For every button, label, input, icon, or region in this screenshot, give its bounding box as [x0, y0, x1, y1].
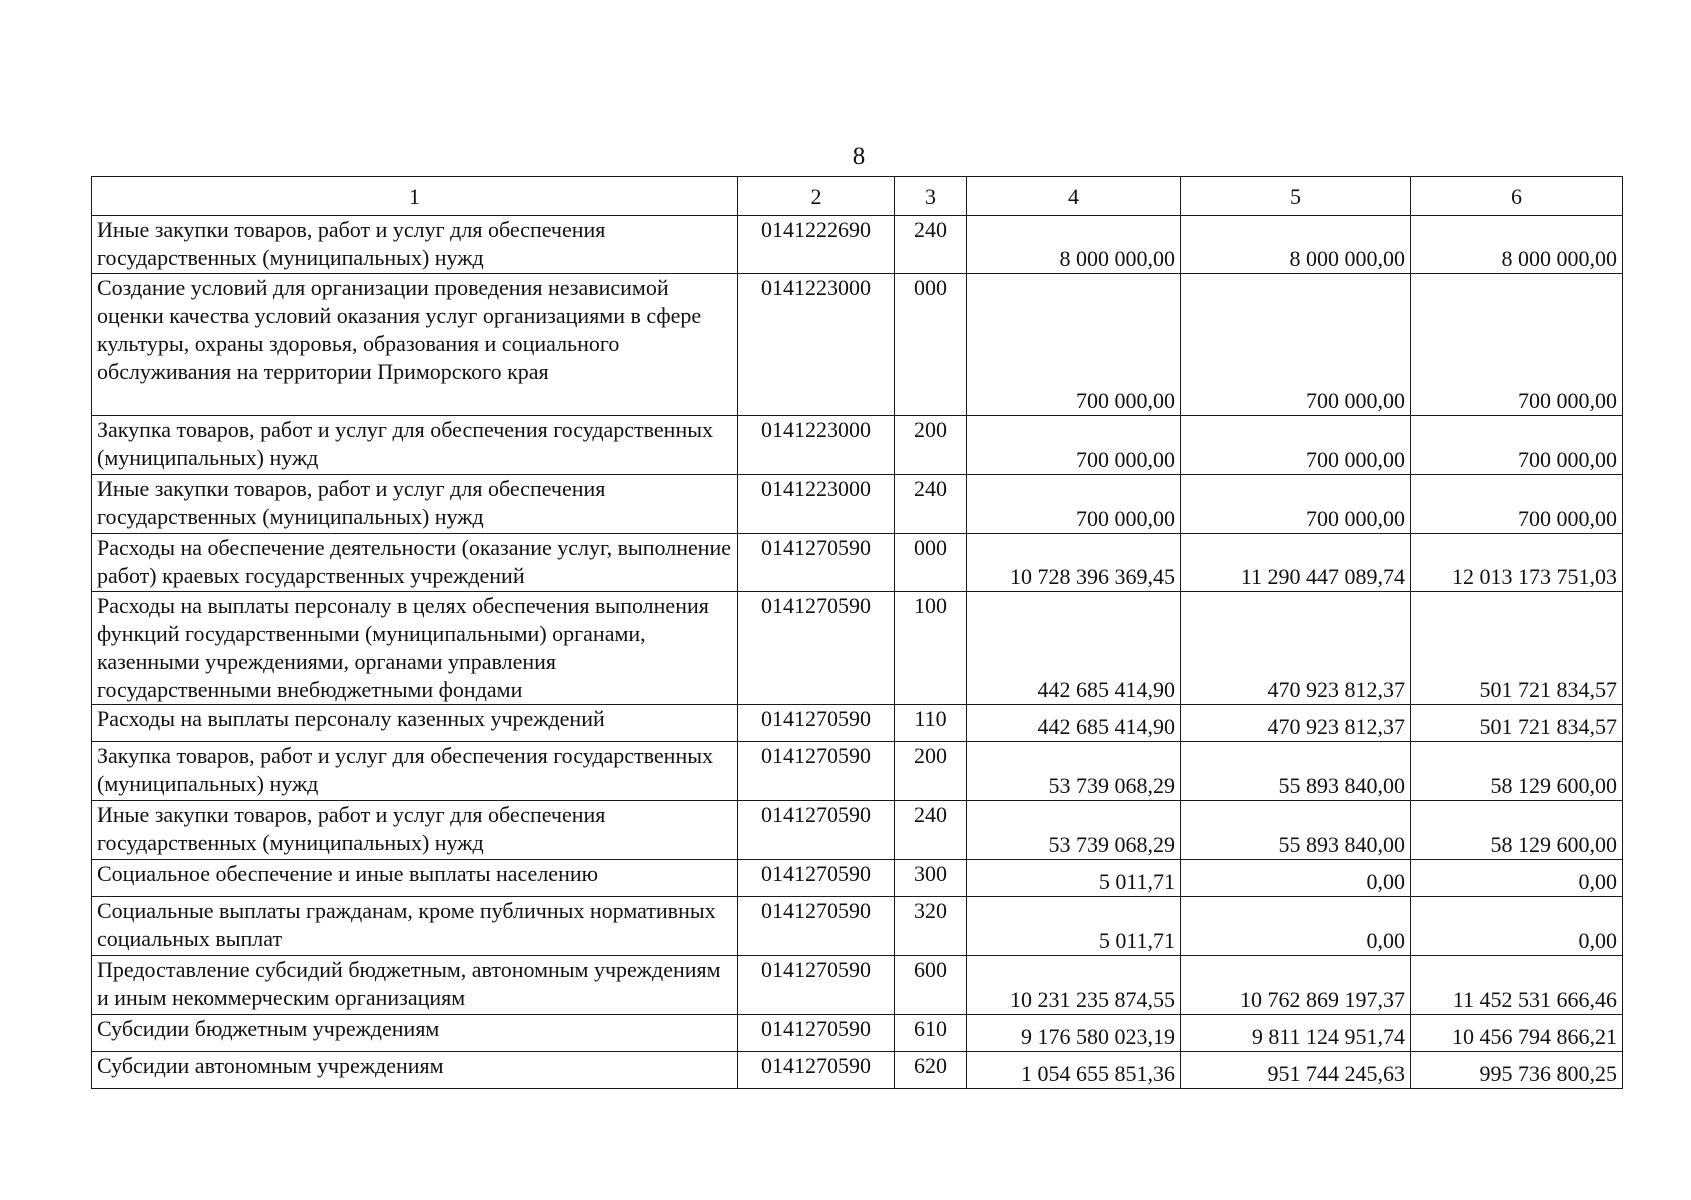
expense-type: 000 — [895, 534, 967, 592]
row-name: Социальное обеспечение и иные выплаты населению — [92, 860, 738, 897]
table-row — [92, 534, 1623, 592]
value-col-6: 8 000 000,00 — [1411, 216, 1623, 274]
table-row — [92, 860, 1623, 897]
value-col-5: 0,00 — [1181, 897, 1411, 956]
value-col-5: 470 923 812,37 — [1181, 592, 1411, 705]
header-row — [92, 177, 1623, 216]
expense-type: 240 — [895, 801, 967, 860]
target-code: 0141270590 — [738, 860, 895, 897]
target-code: 0141270590 — [738, 1052, 895, 1089]
value-col-6: 700 000,00 — [1411, 475, 1623, 534]
value-col-4: 1 054 655 851,36 — [967, 1052, 1181, 1089]
target-code: 0141270590 — [738, 897, 895, 956]
expense-type: 240 — [895, 216, 967, 274]
value-col-4: 53 739 068,29 — [967, 742, 1181, 801]
row-name: Расходы на выплаты персоналу в целях обеспечения выполнения функций государственными (муниципальными) органами, казенными учреждениями, органами управления государственными внебюджетными фондами — [92, 592, 738, 705]
table-row — [92, 475, 1623, 534]
row-name: Иные закупки товаров, работ и услуг для обеспечения государственных (муниципальных) нужд — [92, 475, 738, 534]
column-header: 1 — [92, 177, 738, 216]
value-col-5: 951 744 245,63 — [1181, 1052, 1411, 1089]
value-col-6: 0,00 — [1411, 860, 1623, 897]
value-col-5: 700 000,00 — [1181, 416, 1411, 475]
value-col-6: 12 013 173 751,03 — [1411, 534, 1623, 592]
budget-table — [91, 176, 1623, 1089]
value-col-5: 55 893 840,00 — [1181, 742, 1411, 801]
row-name: Предоставление субсидий бюджетным, автономным учреждениям и иным некоммерческим организациям — [92, 956, 738, 1015]
value-col-6: 11 452 531 666,46 — [1411, 956, 1623, 1015]
value-col-6: 10 456 794 866,21 — [1411, 1015, 1623, 1052]
table-row — [92, 274, 1623, 416]
row-name: Расходы на выплаты персоналу казенных учреждений — [92, 705, 738, 742]
value-col-4: 700 000,00 — [967, 274, 1181, 416]
value-col-4: 53 739 068,29 — [967, 801, 1181, 860]
target-code: 0141222690 — [738, 216, 895, 274]
row-name: Иные закупки товаров, работ и услуг для обеспечения государственных (муниципальных) нужд — [92, 216, 738, 274]
row-name: Закупка товаров, работ и услуг для обеспечения государственных (муниципальных) нужд — [92, 742, 738, 801]
value-col-4: 700 000,00 — [967, 475, 1181, 534]
target-code: 0141270590 — [738, 592, 895, 705]
table-row — [92, 742, 1623, 801]
value-col-4: 10 728 396 369,45 — [967, 534, 1181, 592]
value-col-6: 995 736 800,25 — [1411, 1052, 1623, 1089]
value-col-4: 5 011,71 — [967, 860, 1181, 897]
row-name: Расходы на обеспечение деятельности (оказание услуг, выполнение работ) краевых государственных учреждений — [92, 534, 738, 592]
expense-type: 320 — [895, 897, 967, 956]
row-name: Социальные выплаты гражданам, кроме публичных нормативных социальных выплат — [92, 897, 738, 956]
value-col-6: 700 000,00 — [1411, 274, 1623, 416]
column-header: 2 — [738, 177, 895, 216]
value-col-5: 10 762 869 197,37 — [1181, 956, 1411, 1015]
table-row — [92, 216, 1623, 274]
row-name: Закупка товаров, работ и услуг для обеспечения государственных (муниципальных) нужд — [92, 416, 738, 475]
expense-type: 110 — [895, 705, 967, 742]
table-row — [92, 1015, 1623, 1052]
value-col-6: 0,00 — [1411, 897, 1623, 956]
row-name: Субсидии автономным учреждениям — [92, 1052, 738, 1089]
target-code: 0141270590 — [738, 705, 895, 742]
value-col-5: 11 290 447 089,74 — [1181, 534, 1411, 592]
column-header: 5 — [1181, 177, 1411, 216]
table-row — [92, 1052, 1623, 1089]
expense-type: 620 — [895, 1052, 967, 1089]
value-col-4: 442 685 414,90 — [967, 592, 1181, 705]
value-col-4: 8 000 000,00 — [967, 216, 1181, 274]
expense-type: 600 — [895, 956, 967, 1015]
value-col-4: 442 685 414,90 — [967, 705, 1181, 742]
value-col-5: 700 000,00 — [1181, 274, 1411, 416]
value-col-5: 55 893 840,00 — [1181, 801, 1411, 860]
table-row — [92, 705, 1623, 742]
expense-type: 100 — [895, 592, 967, 705]
table-row — [92, 592, 1623, 705]
value-col-4: 5 011,71 — [967, 897, 1181, 956]
target-code: 0141223000 — [738, 274, 895, 416]
target-code: 0141270590 — [738, 956, 895, 1015]
expense-type: 240 — [895, 475, 967, 534]
expense-type: 610 — [895, 1015, 967, 1052]
row-name: Создание условий для организации проведения независимой оценки качества условий оказания услуг организациями в сфере культуры, охраны здоровья, образования и социального обслуживания на территории Приморского края — [92, 274, 738, 416]
expense-type: 000 — [895, 274, 967, 416]
expense-type: 200 — [895, 742, 967, 801]
value-col-4: 9 176 580 023,19 — [967, 1015, 1181, 1052]
target-code: 0141223000 — [738, 416, 895, 475]
table-row — [92, 956, 1623, 1015]
column-header: 6 — [1411, 177, 1623, 216]
value-col-5: 700 000,00 — [1181, 475, 1411, 534]
table-row — [92, 801, 1623, 860]
column-header: 3 — [895, 177, 967, 216]
value-col-4: 700 000,00 — [967, 416, 1181, 475]
value-col-4: 10 231 235 874,55 — [967, 956, 1181, 1015]
value-col-6: 501 721 834,57 — [1411, 592, 1623, 705]
table-row — [92, 416, 1623, 475]
target-code: 0141270590 — [738, 742, 895, 801]
column-header: 4 — [967, 177, 1181, 216]
row-name: Иные закупки товаров, работ и услуг для обеспечения государственных (муниципальных) нужд — [92, 801, 738, 860]
value-col-6: 501 721 834,57 — [1411, 705, 1623, 742]
table-row — [92, 897, 1623, 956]
value-col-5: 8 000 000,00 — [1181, 216, 1411, 274]
value-col-6: 700 000,00 — [1411, 416, 1623, 475]
target-code: 0141270590 — [738, 534, 895, 592]
page-number: 8 — [852, 143, 866, 170]
row-name: Субсидии бюджетным учреждениям — [92, 1015, 738, 1052]
value-col-5: 470 923 812,37 — [1181, 705, 1411, 742]
value-col-5: 9 811 124 951,74 — [1181, 1015, 1411, 1052]
value-col-6: 58 129 600,00 — [1411, 801, 1623, 860]
target-code: 0141270590 — [738, 1015, 895, 1052]
target-code: 0141223000 — [738, 475, 895, 534]
value-col-5: 0,00 — [1181, 860, 1411, 897]
expense-type: 200 — [895, 416, 967, 475]
expense-type: 300 — [895, 860, 967, 897]
value-col-6: 58 129 600,00 — [1411, 742, 1623, 801]
target-code: 0141270590 — [738, 801, 895, 860]
